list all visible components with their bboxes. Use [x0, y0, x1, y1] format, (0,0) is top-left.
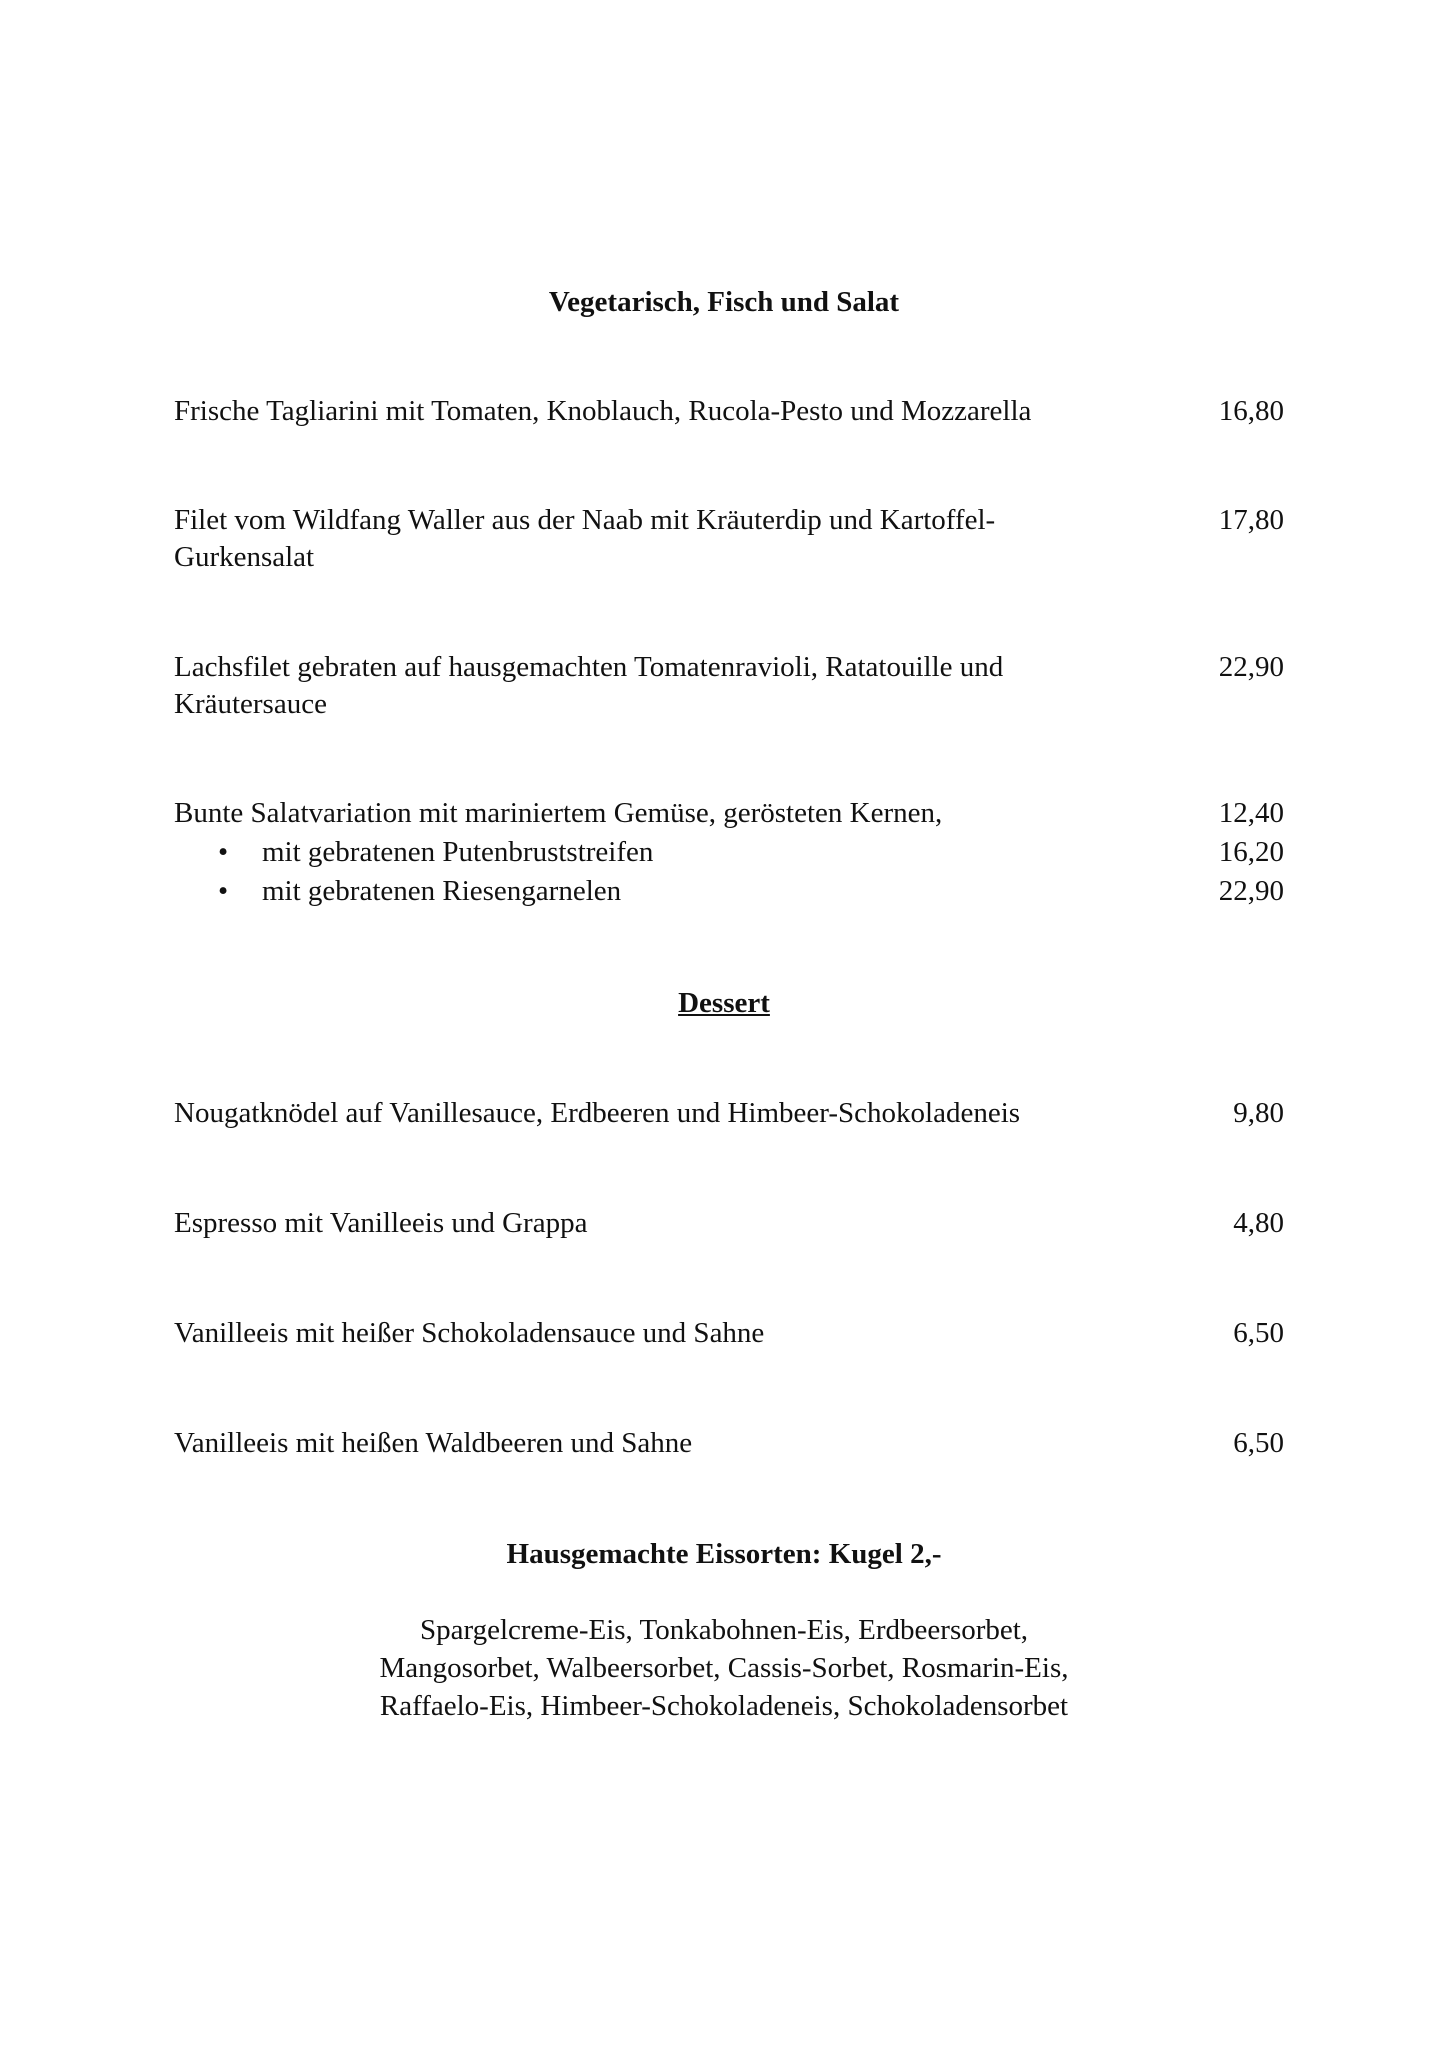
menu-item [174, 1095, 1284, 1132]
salad-option-text: mit gebratenen Putenbruststreifen [262, 836, 654, 868]
menu-item-description: Lachsfilet gebraten auf hausgemachten Tomatenravioli, Ratatouille und Kräutersauce [174, 651, 1004, 720]
menu-item [174, 1315, 1284, 1352]
menu-item [174, 649, 1284, 723]
icecream-flavor-line: Mangosorbet, Walbeersorbet, Cassis-Sorbet, Rosmarin-Eis, [379, 1652, 1069, 1684]
icecream-flavor-line: Raffaelo-Eis, Himbeer-Schokoladeneis, Schokoladensorbet [379, 1690, 1069, 1722]
menu-item-price: 6,50 [1233, 1427, 1284, 1459]
icecream-flavor-line: Spargelcreme-Eis, Tonkabohnen-Eis, Erdbeersorbet, [419, 1614, 1029, 1646]
salad-main-line [174, 794, 1284, 833]
menu-item-description: Bunte Salatvariation mit mariniertem Gemüse, gerösteten Kernen, [174, 797, 943, 829]
salad-option [174, 833, 1284, 872]
menu-item-description: Filet vom Wildfang Waller aus der Naab mit Kräuterdip und Kartoffel-Gurkensalat [174, 504, 996, 573]
salad-option-price: 22,90 [1218, 875, 1284, 907]
menu-item-description: Frische Tagliarini mit Tomaten, Knoblauch, Rucola-Pesto und Mozzarella [174, 395, 1032, 427]
menu-item-price: 4,80 [1233, 1207, 1284, 1239]
menu-item-salad [174, 794, 1284, 911]
menu-item-price: 9,80 [1233, 1097, 1284, 1129]
menu-item-price: 12,40 [1218, 797, 1284, 829]
menu-item-description: Espresso mit Vanilleeis und Grappa [174, 1207, 588, 1239]
menu-item-price: 6,50 [1233, 1317, 1284, 1349]
salad-option [174, 872, 1284, 911]
menu-item-price: 16,80 [1218, 395, 1284, 427]
menu-item [174, 1425, 1284, 1462]
vegetarian-section-heading: Vegetarisch, Fisch und Salat [548, 286, 900, 318]
menu-item [174, 1205, 1284, 1242]
salad-option-price: 16,20 [1218, 836, 1284, 868]
menu-item-description: Vanilleeis mit heißer Schokoladensauce und Sahne [174, 1317, 765, 1349]
menu-item-price: 22,90 [1218, 651, 1284, 683]
icecream-flavor-list [0, 1611, 1448, 1725]
menu-item-description: Vanilleeis mit heißen Waldbeeren und Sahne [174, 1427, 693, 1459]
bullet-icon: • [218, 836, 229, 868]
salad-option-text: mit gebratenen Riesengarnelen [262, 875, 622, 907]
bullet-icon: • [218, 875, 229, 907]
menu-item [174, 502, 1284, 576]
menu-item [174, 393, 1284, 430]
icecream-section-heading: Hausgemachte Eissorten: Kugel 2,- [506, 1538, 942, 1570]
menu-item-description: Nougatknödel auf Vanillesauce, Erdbeeren und Himbeer-Schokoladeneis [174, 1097, 1021, 1129]
menu-item-price: 17,80 [1218, 504, 1284, 536]
dessert-section-heading: Dessert [678, 987, 770, 1019]
